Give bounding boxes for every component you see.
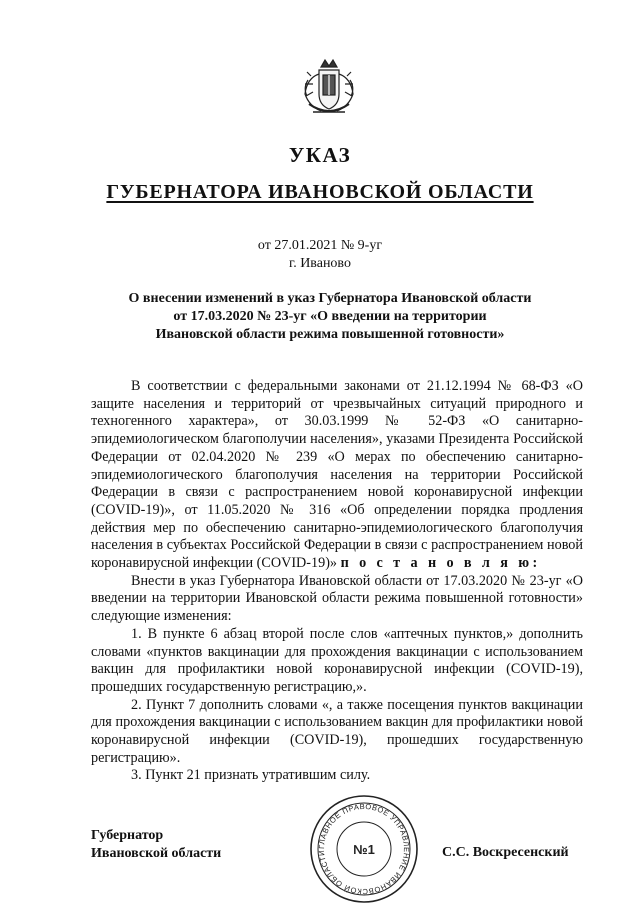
- document-title-line: О внесении изменений в указ Губернатора Ивановской области: [128, 291, 532, 306]
- signatory-title-line: Губернатор: [91, 828, 164, 843]
- coat-of-arms-icon: [299, 58, 359, 120]
- issuer-heading-text: ГУБЕРНАТОРА ИВАНОВСКОЙ ОБЛАСТИ: [106, 181, 534, 203]
- decree-word: п о с т а н о в л я ю:: [340, 555, 541, 572]
- city: г. Иваново: [289, 256, 351, 271]
- preamble-text: В соответствии с федеральными законами от 21.12.1994 № 68-ФЗ «О защите населения и территорий от чрезвычайных ситуаций природного и техногенного характера», от 30.03.1999 № 52-ФЗ «О санитарно-эпидемиологическом благополучии населения», указами Президента Российской Федерации от 02.04.2020 № 239 «О мерах по обеспечению санитарно-эпидемиологического благополучия населения на территории Российской Федерации в связи с распространением новой коронавирусной инфекции (COVID-19)», от 11.05.2020 № 316 «Об определении порядка продления действия мер по обеспечению санитарно-эпидемиологического благополучия населения в субъектах Российской Федерации в связи с распространением новой коронавирусной инфекции (COVID-19)»: [91, 378, 583, 572]
- stamp-number: №1: [353, 842, 375, 857]
- document-title: [100, 290, 560, 344]
- document-body: [91, 378, 583, 785]
- date-and-number: от 27.01.2021 № 9-уг: [257, 238, 383, 253]
- issuer-heading: [0, 181, 640, 204]
- amendment-item-2: 2. Пункт 7 дополнить словами «, а также посещения пунктов вакцинации для прохождения вакцинации с использованием вакцин для профилактики новой коронавирусной инфекции (COVID-19), прошедших государственную регистрацию».: [91, 696, 583, 766]
- stamp-outer-text: ГЛАВНОЕ ПРАВОВОЕ УПРАВЛЕНИЕ ИВАНОВСКОЙ ОБЛАСТИ: [316, 801, 412, 897]
- preamble-paragraph: [91, 378, 583, 573]
- document-title-line: Ивановской области режима повышенной готовности»: [155, 327, 505, 342]
- intro-paragraph: Внести в указ Губернатора Ивановской области от 17.03.2020 № 23-уг «О введении на территории Ивановской области режима повышенной готовности» следующие изменения:: [91, 572, 583, 625]
- signatory-name: С.С. Воскресенский: [442, 845, 569, 860]
- signatory-title: [91, 827, 221, 863]
- signatory-title-line: Ивановской области: [91, 846, 222, 861]
- decree-heading: УКАЗ: [288, 143, 352, 167]
- official-stamp-icon: [308, 793, 420, 905]
- document-title-line: от 17.03.2020 № 23-уг «О введении на территории: [173, 309, 487, 324]
- amendment-item-1: 1. В пункте 6 абзац второй после слов «аптечных пунктов,» дополнить словами «пунктов вакцинации для прохождения вакцинации с использованием вакцин для профилактики новой коронавирусной инфекции (COVID-19), прошедших государственную регистрацию,».: [91, 625, 583, 695]
- amendment-item-3: 3. Пункт 21 признать утратившим силу.: [131, 767, 371, 784]
